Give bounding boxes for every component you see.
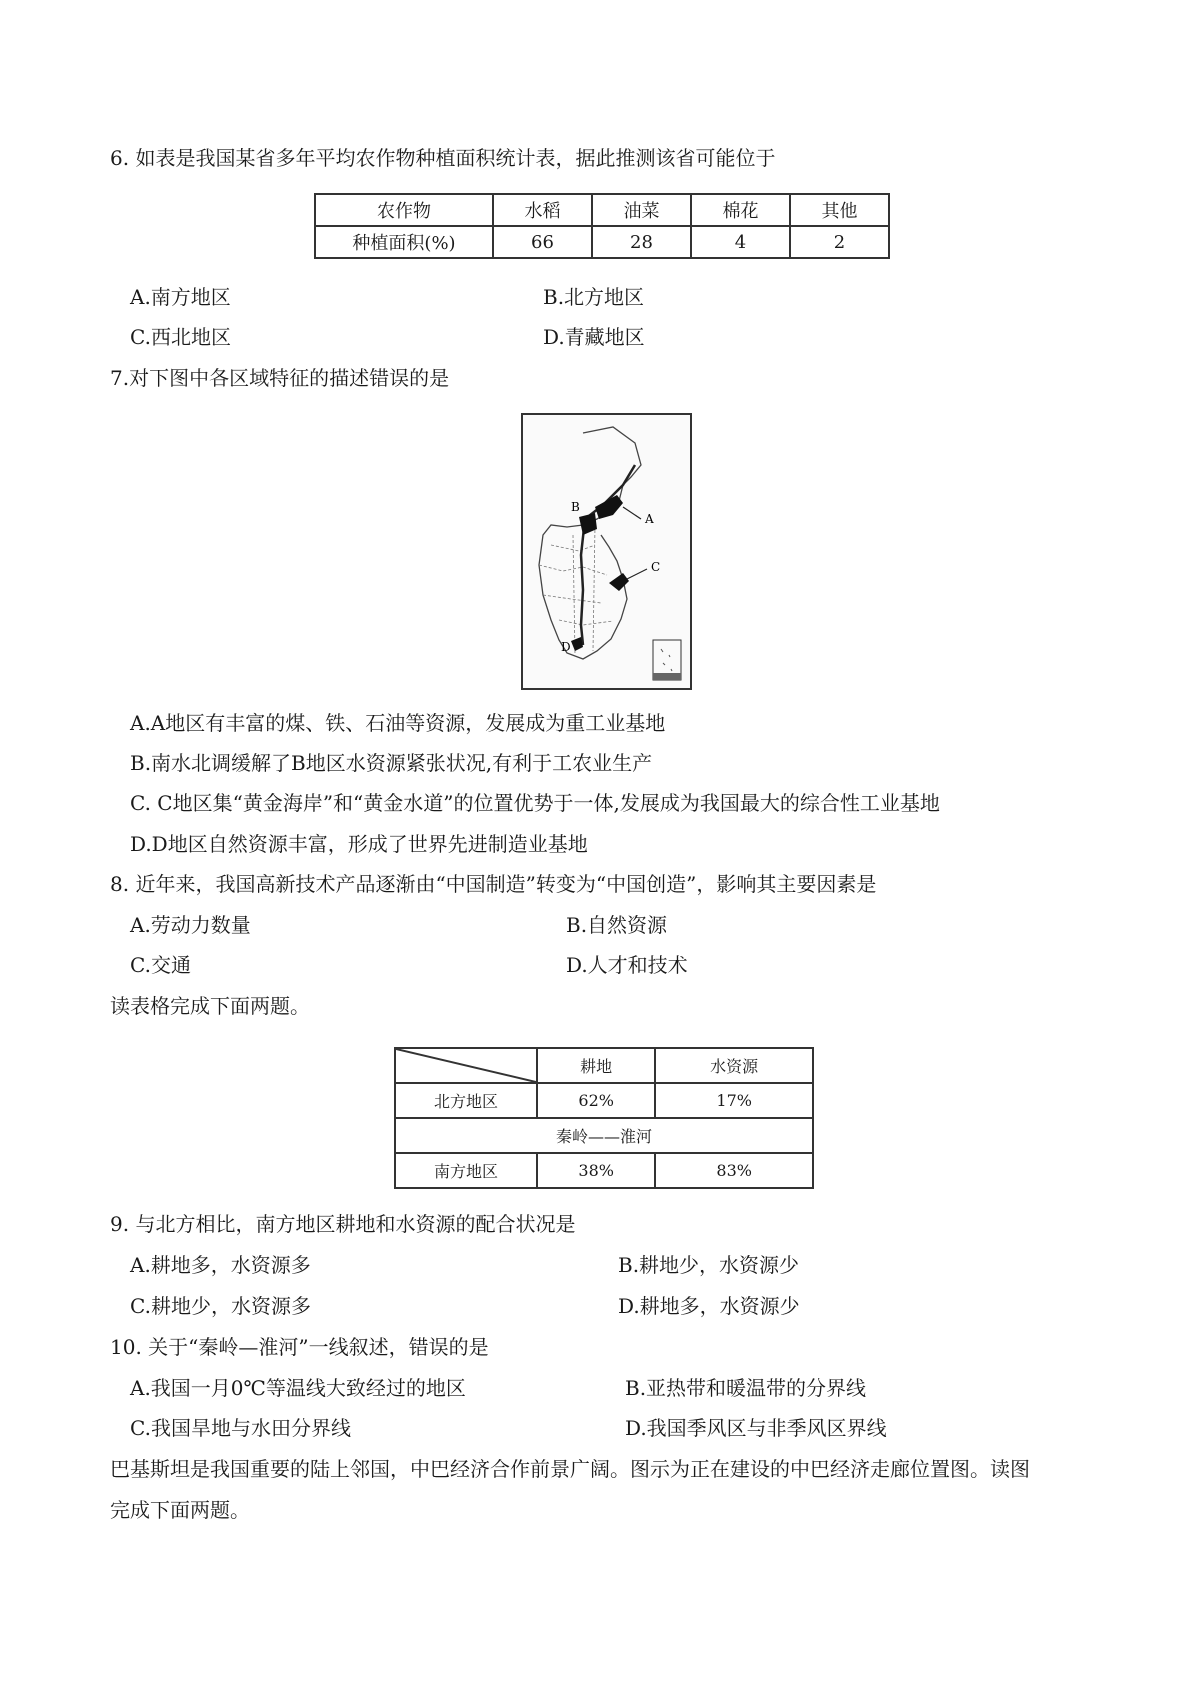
- q10-option-d: D.我国季风区与非季风区界线: [625, 1416, 887, 1440]
- intro-next-line2: 完成下面两题。: [110, 1498, 250, 1522]
- q8-stem: 8. 近年来，我国高新技术产品逐渐由“中国制造”转变为“中国创造”，影响其主要因素是: [110, 872, 877, 896]
- table-cell: 28: [592, 226, 691, 258]
- q10-option-a: A.我国一月0℃等温线大致经过的地区: [130, 1376, 466, 1400]
- table-header: 油菜: [592, 194, 691, 226]
- q8-option-a: A.劳动力数量: [130, 913, 251, 937]
- q9-option-a: A.耕地多，水资源多: [130, 1253, 311, 1277]
- q6-option-a: A.南方地区: [130, 285, 231, 309]
- q7-option-a: A.A地区有丰富的煤、铁、石油等资源，发展成为重工业基地: [130, 711, 666, 735]
- table-header: 耕地: [537, 1048, 655, 1083]
- table-cell: 4: [691, 226, 790, 258]
- table-row: [315, 194, 889, 226]
- table-row: [395, 1118, 813, 1153]
- q6-option-b: B.北方地区: [543, 285, 645, 309]
- table-header: 其他: [790, 194, 889, 226]
- q8-option-d: D.人才和技术: [566, 953, 688, 977]
- table-cell: 66: [493, 226, 592, 258]
- q8-option-c: C.交通: [130, 953, 191, 977]
- q10-option-b: B.亚热带和暖温带的分界线: [625, 1376, 867, 1400]
- row-label: 种植面积(%): [315, 226, 493, 258]
- map-label-b: B: [571, 500, 580, 514]
- divider-row: 秦岭——淮河: [395, 1118, 813, 1153]
- table-row: [315, 226, 889, 258]
- table-cell: 62%: [537, 1083, 655, 1118]
- map-graphic: [523, 415, 690, 688]
- diagonal-line: [396, 1049, 536, 1082]
- row-label: 南方地区: [395, 1153, 537, 1188]
- table-cell: 17%: [655, 1083, 813, 1118]
- arrow-c: [627, 569, 647, 579]
- q7-option-b: B.南水北调缓解了B地区水资源紧张状况,有利于工农业生产: [130, 751, 653, 775]
- q6-option-d: D.青藏地区: [543, 325, 645, 349]
- region-b-shade: [579, 513, 597, 535]
- inset-islands: [661, 649, 672, 671]
- q10-stem: 10. 关于“秦岭—淮河”一线叙述，错误的是: [110, 1335, 489, 1359]
- region-c-shade: [609, 573, 629, 591]
- table-header: 棉花: [691, 194, 790, 226]
- table-row: [395, 1083, 813, 1118]
- map-label-a: A: [645, 512, 654, 526]
- region-d-shade: [571, 637, 583, 651]
- table-cell: 2: [790, 226, 889, 258]
- table-header: 水稻: [493, 194, 592, 226]
- intro-next-line1: 巴基斯坦是我国重要的陆上邻国，中巴经济合作前景广阔。图示为正在建设的中巴经济走廊位置图。读图: [110, 1457, 1030, 1481]
- q10-option-c: C.我国旱地与水田分界线: [130, 1416, 351, 1440]
- q7-option-c: C. C地区集“黄金海岸”和“黄金水道”的位置优势于一体,发展成为我国最大的综合性工业基地: [130, 791, 940, 815]
- crop-area-table: [314, 193, 890, 259]
- q6-stem: 6. 如表是我国某省多年平均农作物种植面积统计表，据此推测该省可能位于: [110, 146, 776, 170]
- arrow-a: [623, 507, 641, 519]
- q9-option-b: B.耕地少，水资源少: [618, 1253, 800, 1277]
- map-label-c: C: [651, 560, 661, 574]
- diagonal-header-cell: [395, 1048, 537, 1083]
- table-header: 水资源: [655, 1048, 813, 1083]
- q9-option-c: C.耕地少，水资源多: [130, 1294, 311, 1318]
- map-label-d: D: [561, 640, 571, 654]
- q8-option-b: B.自然资源: [566, 913, 668, 937]
- table-cell: 83%: [655, 1153, 813, 1188]
- table-row: [395, 1048, 813, 1083]
- q9-option-d: D.耕地多，水资源少: [618, 1294, 800, 1318]
- q7-option-d: D.D地区自然资源丰富，形成了世界先进制造业基地: [130, 832, 588, 856]
- intro-9-10: 读表格完成下面两题。: [110, 994, 310, 1018]
- q6-option-c: C.西北地区: [130, 325, 231, 349]
- q9-stem: 9. 与北方相比，南方地区耕地和水资源的配合状况是: [110, 1212, 576, 1236]
- railway-line: [581, 465, 635, 645]
- inset-caption-bar: [653, 673, 681, 680]
- china-region-map: [521, 413, 692, 690]
- table-cell: 38%: [537, 1153, 655, 1188]
- land-water-table: [394, 1047, 814, 1189]
- province-borders: [539, 525, 613, 655]
- table-header: 农作物: [315, 194, 493, 226]
- q7-stem: 7.对下图中各区域特征的描述错误的是: [110, 366, 450, 390]
- table-row: [395, 1153, 813, 1188]
- row-label: 北方地区: [395, 1083, 537, 1118]
